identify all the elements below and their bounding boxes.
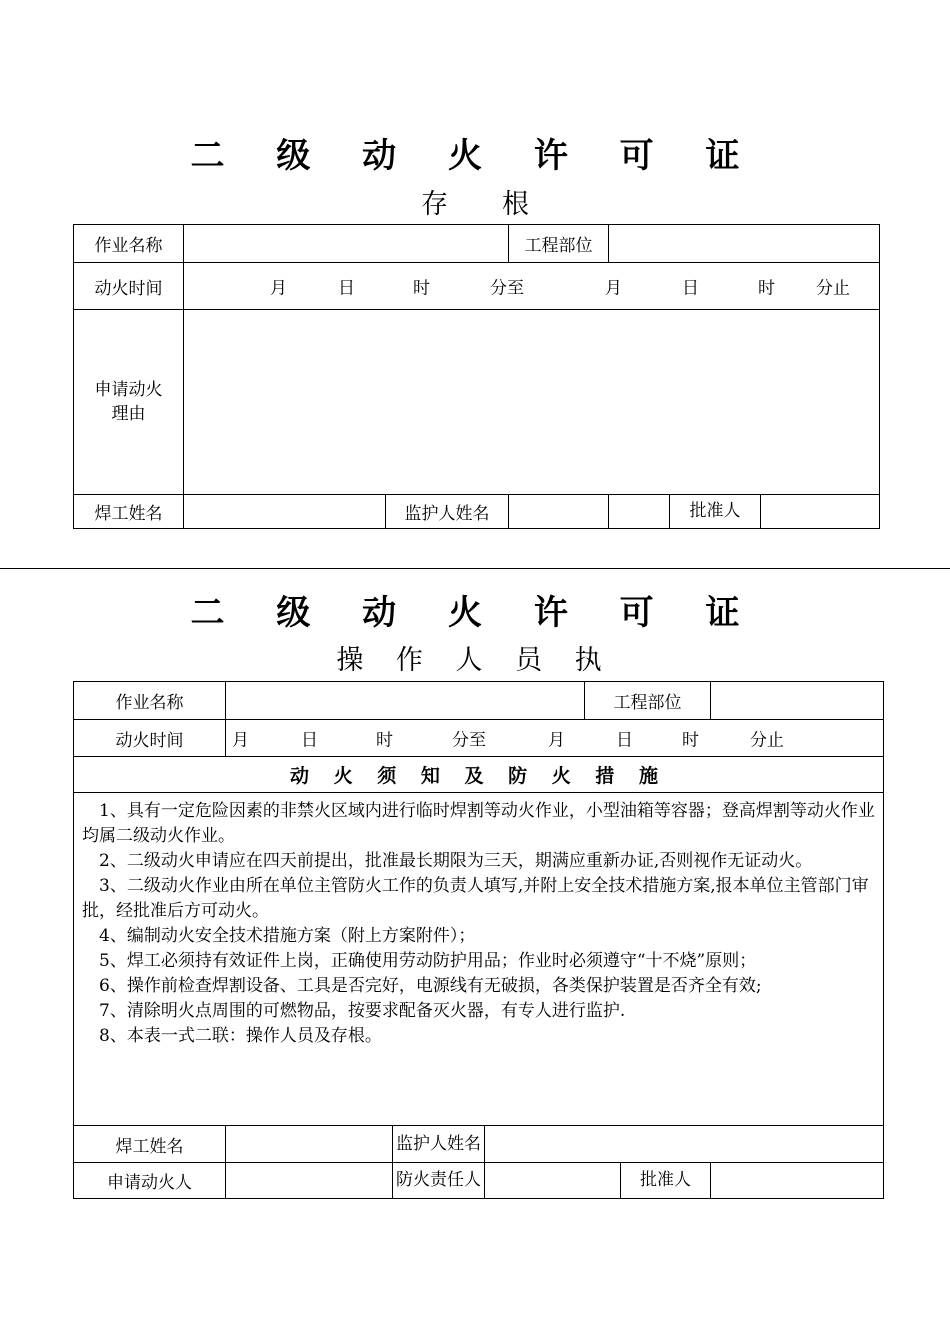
stub-welder-field[interactable] [184,495,386,529]
operator-fire-officer-field[interactable] [485,1163,621,1198]
stub-monitor-field[interactable] [509,495,609,529]
notice-item: 1、具有一定危险因素的非禁火区域内进行临时焊割等动火作业，小型油箱等容器；登高焊割等动火作业均属二级动火作业。 [82,801,875,846]
stub-job-name-field[interactable] [184,225,509,263]
notice-body [74,793,884,1126]
notice-item: 8、本表一式二联：操作人员及存根。 [99,1026,382,1046]
operator-job-name-field[interactable] [226,682,585,720]
operator-fire-officer-label: 防火责任人 [396,1170,481,1190]
stub-table [73,224,880,529]
notice-item: 5、焊工必须持有效证件上岗，正确使用劳动防护用品；作业时必须遵守“十不烧”原则； [99,951,757,971]
stub-job-name-label: 作业名称 [74,225,184,263]
stub-time-month-end: 月 [605,278,622,299]
operator-time-label: 动火时间 [74,720,226,757]
operator-applicant-cell [226,1163,485,1199]
operator-fire-officer-cell [485,1163,711,1199]
notice-item: 4、编制动火安全技术措施方案（附上方案附件）； [99,926,476,946]
stub-time-hour-start: 时 [413,278,430,299]
operator-time-minute-to: 分至 [452,730,486,751]
stub-location-label: 工程部位 [509,225,609,263]
operator-job-name-label: 作业名称 [74,682,226,720]
operator-approver-label: 批准人 [640,1170,691,1190]
operator-applicant-label: 申请动火人 [74,1163,226,1199]
stub-reason-label: 申请动火理由 [74,310,184,495]
stub-time-label: 动火时间 [74,263,184,310]
stub-time-month-start: 月 [270,278,287,299]
operator-time-field[interactable] [226,720,884,757]
stub-subtitle: 存 根 [421,189,529,220]
notice-item: 6、操作前检查焊割设备、工具是否完好，电源线有无破损，各类保护装置是否齐全有效; [99,976,762,996]
operator-time-hour-end: 时 [682,730,699,751]
operator-monitor-label: 监护人姓名 [396,1134,481,1154]
operator-location-label: 工程部位 [585,682,711,720]
operator-table [73,681,884,1199]
operator-time-month-start: 月 [232,730,249,751]
stub-time-minute-to: 分至 [490,278,524,299]
stub-welder-label: 焊工姓名 [74,495,184,529]
operator-location-field[interactable] [711,682,884,720]
section-divider [0,568,950,569]
operator-welder-cell [226,1126,485,1163]
stub-time-day-start: 日 [338,278,355,299]
stub-time-hour-end: 时 [758,278,775,299]
operator-welder-field[interactable] [226,1126,393,1162]
stub-approver-cell [609,495,880,529]
operator-title: 二 级 动 火 许 可 证 [190,593,760,633]
operator-applicant-field[interactable] [226,1163,393,1198]
stub-title: 二 级 动 火 许 可 证 [190,136,760,176]
notice-item: 2、二级动火申请应在四天前提出，批准最长期限为三天，期满应重新办证,否则视作无证动火。 [99,851,813,871]
stub-location-field[interactable] [609,225,880,263]
notice-item: 7、清除明火点周围的可燃物品，按要求配备灭火器，有专人进行监护. [99,1001,626,1021]
operator-approver-field[interactable] [711,1163,884,1199]
stub-time-minute-end: 分止 [816,278,850,299]
stub-time-field[interactable] [184,263,880,310]
operator-time-minute-end: 分止 [750,730,784,751]
operator-time-day-end: 日 [616,730,633,751]
notice-title: 动 火 须 知 及 防 火 措 施 [74,757,884,793]
operator-time-day-start: 日 [301,730,318,751]
notice-item: 3、二级动火作业由所在单位主管防火工作的负责人填写,并附上安全技术措施方案,报本单位主管部门审批，经批准后方可动火。 [82,876,869,921]
operator-time-hour-start: 时 [376,730,393,751]
stub-reason-field[interactable] [184,310,880,495]
operator-time-month-end: 月 [548,730,565,751]
stub-time-day-end: 日 [682,278,699,299]
stub-approver-label: 批准人 [669,495,760,528]
stub-monitor-label: 监护人姓名 [386,495,509,529]
operator-subtitle: 操 作 人 员 执 [336,645,614,676]
stub-approver-field[interactable] [760,495,879,528]
operator-monitor-field[interactable] [485,1126,884,1163]
operator-welder-label: 焊工姓名 [74,1126,226,1163]
